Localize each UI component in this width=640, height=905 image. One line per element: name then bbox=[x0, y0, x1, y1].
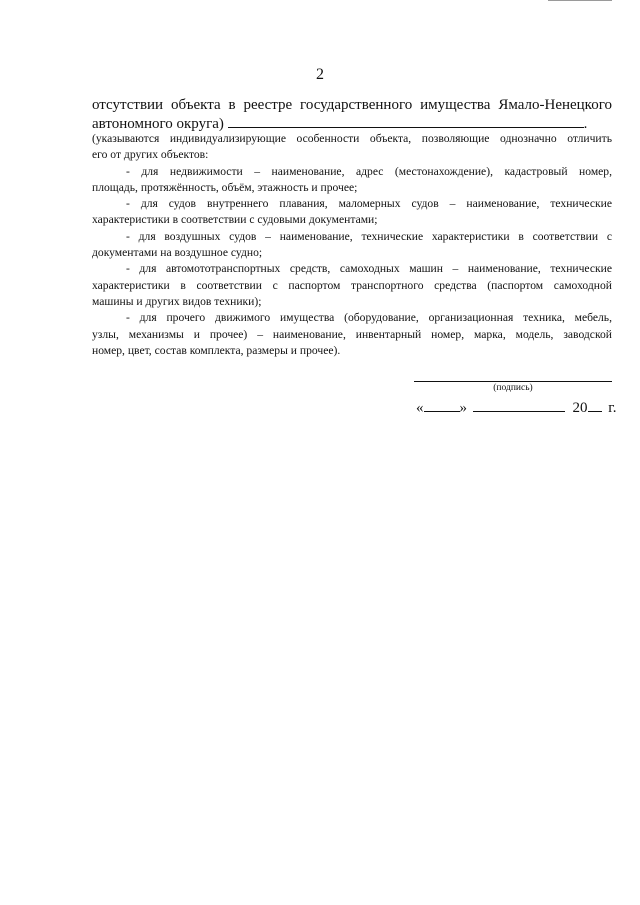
lead-line-2 bbox=[92, 114, 612, 131]
date-day-blank[interactable] bbox=[424, 398, 460, 412]
document-body bbox=[92, 97, 612, 359]
note-item-real-estate-cont: площадь, протяжённость, объём, этажность и прочее; bbox=[92, 180, 358, 194]
note-item-real-estate: - для недвижимости – наименование, адрес (местонахождение), кадастровый номер, bbox=[126, 164, 612, 178]
date-row bbox=[416, 398, 617, 417]
note-item-vehicles-cont: характеристики в соответствии с паспортом транспортного средства (паспортом самоходной bbox=[92, 278, 612, 292]
lead-line-1: отсутствии объекта в реестре государственного имущества Ямало-Ненецкого bbox=[92, 97, 612, 113]
date-close-quote: » bbox=[459, 400, 467, 416]
scan-corner-mark bbox=[548, 0, 612, 2]
date-open-quote: « bbox=[416, 400, 424, 416]
date-month-blank[interactable] bbox=[473, 398, 565, 412]
lead-line-2-text: автономного округа) bbox=[92, 116, 224, 132]
date-year-prefix: 20 bbox=[572, 400, 588, 416]
lead-line-2-period: . bbox=[583, 116, 588, 132]
date-year-suffix: г. bbox=[608, 400, 617, 416]
note-item-vehicles: - для автомототранспортных средств, самоходных машин – наименование, технические bbox=[126, 262, 612, 276]
note-item-aircraft: - для воздушных судов – наименование, технические характеристики в соответствии с bbox=[126, 229, 612, 243]
note-item-movable-cont-2: номер, цвет, состав комплекта, размеры и прочее). bbox=[92, 343, 341, 357]
note-item-vehicles-cont-2: машины и других видов техники); bbox=[92, 294, 262, 308]
explanatory-note bbox=[92, 131, 612, 359]
date-year-blank[interactable] bbox=[588, 398, 602, 412]
note-item-movable-cont: узлы, механизмы и прочее) – наименование, инвентарный номер, марка, модель, заводской bbox=[92, 327, 612, 341]
okrug-blank-field[interactable] bbox=[228, 114, 584, 128]
lead-paragraph bbox=[92, 97, 612, 131]
signature-line[interactable] bbox=[414, 381, 612, 382]
note-item-vessels-cont: характеристики в соответствии с судовыми документами; bbox=[92, 213, 378, 227]
note-intro-line-2: его от других объектов: bbox=[92, 148, 209, 162]
note-item-vessels: - для судов внутреннего плавания, маломерных судов – наименование, технические bbox=[126, 197, 612, 211]
page-number: 2 bbox=[316, 66, 324, 83]
note-item-movable: - для прочего движимого имущества (оборудование, организационная техника, мебель, bbox=[126, 311, 612, 325]
signature-caption: (подпись) bbox=[493, 383, 533, 393]
note-intro-line-1: (указываются индивидуализирующие особенности объекта, позволяющие однозначно отличить bbox=[92, 132, 612, 145]
note-item-aircraft-cont: документами на воздушное судно; bbox=[92, 246, 263, 260]
